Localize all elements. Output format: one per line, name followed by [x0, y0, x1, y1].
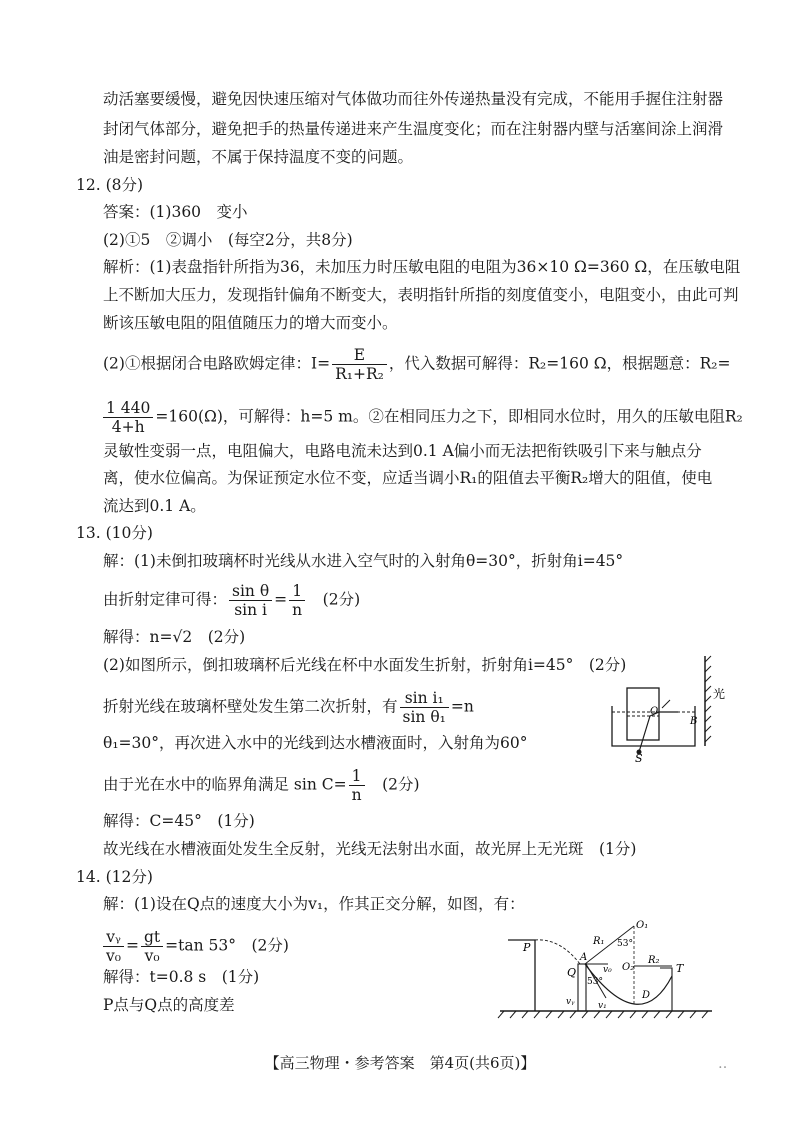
block: [578, 964, 586, 1011]
fraction-numerator: E: [332, 346, 387, 365]
formula-text: 由折射定律可得：: [103, 590, 228, 609]
point-a-label: A: [580, 952, 588, 963]
point-q-label: Q: [567, 966, 577, 979]
fraction-denominator: 4+h: [111, 418, 145, 436]
fraction: [289, 582, 305, 619]
fraction: [103, 928, 124, 965]
platform: [508, 940, 535, 1011]
formula-text: 折射光线在玻璃杯壁处发生第二次折射，有: [103, 697, 398, 716]
angle-label: 53°: [587, 977, 603, 987]
explanation-line: 灵敏性变弱一点，电阻偏大，电路电流未达到0.1 A偏小而无法把衔铁吸引下来与触点分: [103, 442, 702, 460]
fraction: [349, 767, 365, 804]
point-d-label: D: [642, 990, 651, 1001]
explanation-line: 上不断加大压力，发现指针偏角不断变大，表明指针所指的刻度值变小，电阻变小，由此可判: [103, 286, 739, 304]
solution-formula-line: [103, 767, 420, 804]
solution-line: 解得：C=45° (1分): [103, 812, 255, 830]
v0-label: v₀: [603, 965, 612, 975]
fraction-numerator: 1: [289, 582, 305, 601]
text-line: 封闭气体部分，避免把手的热量传递进来产生温度变化；而在注射器内壁与活塞间涂上润滑: [103, 120, 724, 138]
answer-line: 答案：(1)360 变小: [103, 203, 248, 221]
angle-label: 53°: [617, 939, 633, 949]
explanation-formula-line: [103, 346, 730, 383]
fraction-numerator: gt: [141, 928, 163, 947]
explanation-line: 解析：(1)表盘指针所指为36，未加压力时压敏电阻的电阻为36×10 Ω=360 Ω，在压敏电阻: [103, 258, 741, 276]
solution-line: 解得：t=0.8 s (1分): [103, 968, 260, 986]
fraction-numerator: 1: [349, 767, 365, 786]
formula-text: 由于光在水中的临界角满足 sin C=: [103, 775, 347, 794]
projectile-path: [535, 940, 580, 964]
corner-mark: ‥: [718, 1056, 728, 1072]
ground-hatching: [498, 1011, 708, 1018]
point-o-label: O: [650, 706, 659, 717]
question-12-heading: 12. (8分): [76, 176, 144, 194]
fraction-numerator: sin i₁: [400, 689, 449, 708]
point-o2-label: O₂: [622, 962, 635, 973]
solution-line: 解：(1)未倒扣玻璃杯时光线从水进入空气时的入射角θ=30°，折射角i=45°: [103, 552, 624, 570]
solution-formula-line: [103, 928, 289, 965]
question-13-heading: 13. (10分): [76, 524, 153, 542]
fraction-denominator: n: [292, 601, 303, 619]
formula-text: =160(Ω)，可解得：h=5 m。②在相同压力之下，即相同水位时，用久的压敏电阻R₂: [155, 407, 743, 426]
text-line: 动活塞要缓慢，避免因快速压缩对气体做功而往外传递热量没有完成，不能用手握住注射器: [103, 90, 724, 108]
formula-text: =tan 53° (2分): [165, 936, 289, 955]
fraction: [141, 928, 163, 965]
fraction-denominator: sin θ₁: [402, 708, 446, 726]
formula-text: =n: [450, 697, 474, 716]
solution-line: 解得：n=√2 (2分): [103, 628, 246, 646]
explanation-formula-line: [103, 399, 743, 436]
fraction: [103, 399, 153, 436]
solution-line: 解：(1)设在Q点的速度大小为v₁，作其正交分解，如图，有：: [103, 895, 525, 913]
solution-formula-line: [103, 582, 360, 619]
point-t-label: T: [676, 962, 684, 975]
fraction-denominator: R₁+R₂: [335, 365, 384, 383]
formula-text: (2)①根据闭合电路欧姆定律：I=: [103, 354, 331, 373]
formula-text: =: [274, 590, 288, 609]
screen-hatching: [705, 656, 711, 742]
point-s-label: S: [635, 752, 643, 763]
explanation-line: 离，使水位偏高。为保证预定水位不变，应适当调小R₁的阻值去平衡R₂增大的阻值，使电: [103, 469, 713, 487]
point-b-label: B: [690, 716, 698, 727]
reflected-ray: [662, 700, 670, 708]
projectile-circle-figure: [490, 918, 720, 1023]
fraction-denominator: sin i: [234, 601, 267, 619]
formula-text: =: [125, 936, 139, 955]
explanation-line: 流达到0.1 A。: [103, 497, 206, 515]
fraction: [229, 582, 272, 619]
vy-label: vᵧ: [566, 997, 575, 1007]
point-o1-label: O₁: [636, 920, 649, 931]
question-14-heading: 14. (12分): [76, 868, 153, 886]
text-line: 油是密封问题，不属于保持温度不变的问题。: [103, 148, 414, 166]
point-p-label: P: [523, 941, 531, 954]
page-footer: 【高三物理・参考答案 第4页(共6页)】: [264, 1054, 536, 1072]
solution-line: P点与Q点的高度差: [103, 996, 235, 1014]
fraction-denominator: n: [351, 786, 362, 804]
fraction-numerator: vᵧ: [103, 928, 124, 947]
fraction-denominator: v₀: [106, 947, 121, 965]
solution-line: (2)如图所示，倒扣玻璃杯后光线在杯中水面发生折射，折射角i=45° (2分): [103, 656, 627, 674]
answer-line: (2)①5 ②调小 (每空2分，共8分): [103, 231, 353, 249]
right-wall: [660, 968, 672, 1011]
fraction: [332, 346, 387, 383]
r1-label: R₁: [593, 936, 605, 947]
formula-text: (2分): [366, 775, 420, 794]
fraction-numerator: 1 440: [103, 399, 153, 418]
v1-label: v₁: [598, 1001, 607, 1011]
refraction-figure: [600, 648, 750, 763]
fraction: [400, 689, 449, 726]
r2-label: R₂: [648, 955, 660, 966]
fraction-numerator: sin θ: [229, 582, 272, 601]
formula-text: ，代入数据可解得：R₂=160 Ω，根据题意：R₂=: [388, 354, 731, 373]
fraction-denominator: v₀: [144, 947, 160, 965]
solution-formula-line: [103, 689, 474, 726]
solution-line: θ₁=30°，再次进入水中的光线到达水槽液面时，入射角为60°: [103, 734, 528, 752]
explanation-line: 断该压敏电阻的阻值随压力的增大而变小。: [103, 314, 398, 332]
screen-label: 光: [713, 687, 726, 701]
formula-text: (2分): [307, 590, 361, 609]
solution-line: 故光线在水槽液面处发生全反射，光线无法射出水面，故光屏上无光斑 (1分): [103, 840, 637, 858]
